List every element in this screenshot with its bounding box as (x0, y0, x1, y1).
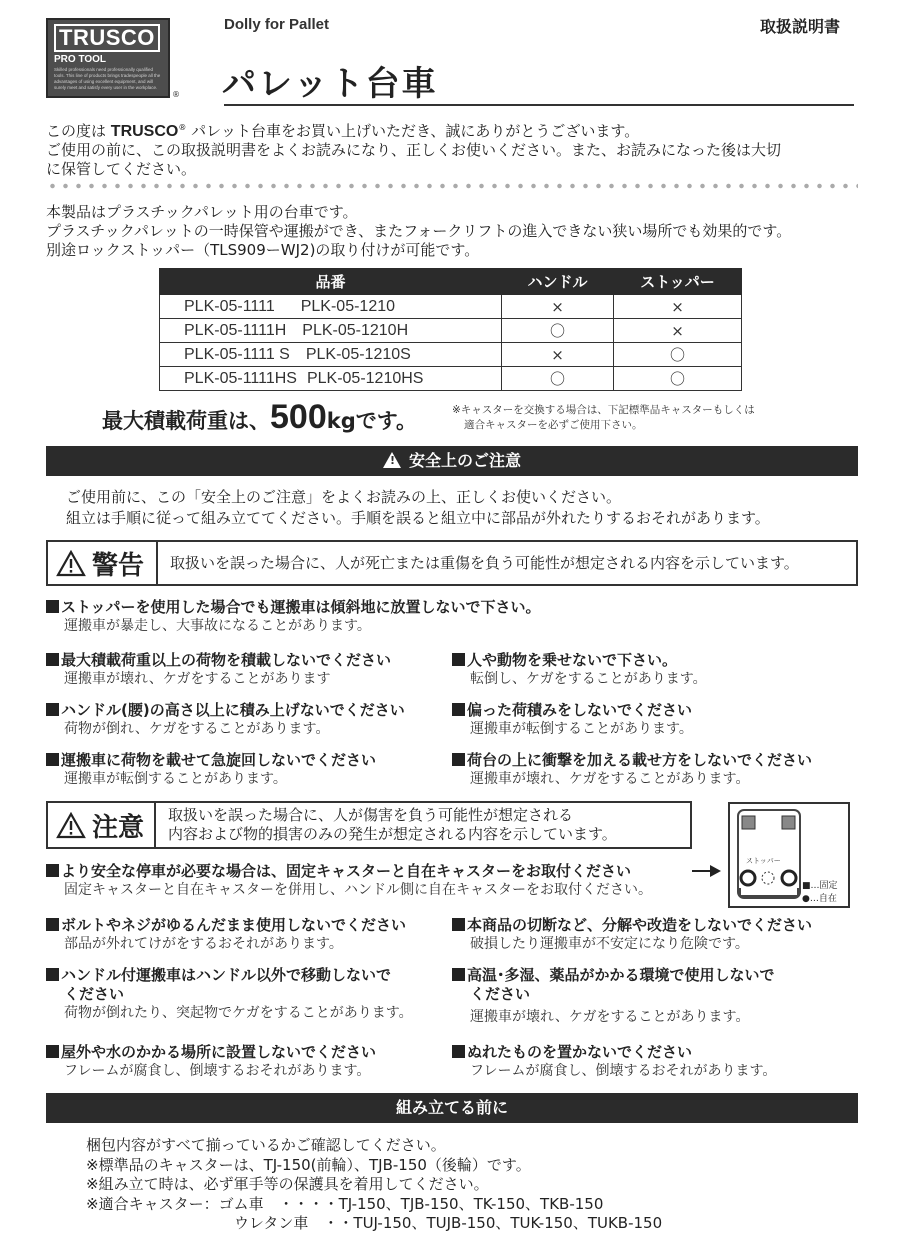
intro-line1-pre: この度は (46, 122, 107, 140)
handle-cell: × (502, 295, 614, 319)
caution-item (46, 916, 406, 953)
before-line: ※標準品のキャスターは、TJ-150(前輪）、TJB-150（後輪）です。 (86, 1155, 531, 1174)
caution-item-title: ぬれたものを置かないでください (467, 1043, 693, 1061)
warning-item-desc: 荷物が倒れ、ケガをすることがあります。 (64, 721, 330, 737)
bullet-square-icon (452, 1045, 465, 1058)
bullet-square-icon (46, 753, 59, 766)
model-b: PLK-05-1210S (305, 345, 411, 363)
caution-item (452, 966, 775, 1026)
warning-label (48, 542, 158, 584)
warning-item (46, 598, 541, 635)
before-assembly-bar (46, 1093, 858, 1123)
max-load-note (452, 403, 755, 433)
bullet-square-icon (452, 653, 465, 666)
before-assembly-title: 組み立てる前に (395, 1098, 508, 1117)
bullet-square-icon (46, 1045, 59, 1058)
model-a: PLK-05-1111HS (184, 369, 297, 387)
warning-box (46, 540, 858, 586)
caution-item-title: ボルトやネジがゆるんだまま使用しないでください (61, 916, 407, 934)
warning-item-title: ハンドル(腰)の高さ以上に積み上げないでください (61, 701, 405, 719)
page-title: パレット台車 (222, 64, 438, 104)
table-row (160, 319, 742, 343)
before-line: ※適合キャスター：ゴム車 ・・・・TJ-150、TJB-150、TK-150、TKB-150 (86, 1194, 604, 1213)
intro-line1-post: パレット台車をお買い上げいただき、誠にありがとうございます。 (191, 122, 640, 140)
warning-text-content: 取扱いを誤った場合に、人が死亡または重傷を負う可能性が想定される内容を示しています。 (170, 553, 799, 572)
caution-item-title-cont: ください (64, 985, 125, 1003)
stopper-cell: 〇 (614, 367, 742, 391)
warning-label-text: 警告 (92, 550, 145, 581)
caution-item-desc: フレームが腐食し、倒壊するおそれがあります。 (64, 1063, 371, 1079)
max-load-prefix: 最大積載荷重は、 (102, 409, 270, 433)
warning-item-title: 運搬車に荷物を載せて急旋回しないでください (61, 751, 377, 769)
header-model: 品番 (160, 269, 502, 295)
warning-item (46, 651, 391, 688)
warning-item-title: 最大積載荷重以上の荷物を積載しないでください (61, 651, 392, 669)
note-line2: 適合キャスターを必ずご使用下さい。 (464, 419, 643, 431)
caution-item-title: ハンドル付運搬車はハンドル以外で移動しないで (61, 966, 392, 984)
header-handle: ハンドル (502, 269, 614, 295)
warning-item-desc: 運搬車が転倒することがあります。 (64, 771, 287, 787)
warning-item (46, 751, 376, 788)
warning-item-title: 荷台の上に衝撃を加える載せ方をしないでください (467, 751, 813, 769)
model-a: PLK-05-1111H (184, 321, 287, 339)
bullet-square-icon (46, 703, 59, 716)
stopper-cell: 〇 (614, 343, 742, 367)
warning-item-title: 偏った荷積みをしないでください (467, 701, 693, 719)
caution-item (46, 1043, 376, 1080)
caution-text (168, 803, 617, 847)
bullet-square-icon (452, 753, 465, 766)
max-load-unit: kg (326, 409, 356, 433)
table-row (160, 295, 742, 319)
intro-line2: ご使用の前に、この取扱説明書をよくお読みになり、正しくお使いください。また、お読みになった後は大切 (46, 141, 782, 159)
handle-cell: × (502, 343, 614, 367)
intro-text: この度は TRUSCO® パレット台車をお買い上げいただき、誠にありがとうございます。 ご使用の前に、この取扱説明書をよくお読みになり、正しくお使いください。また、お読みになった後は大切 に保管してください。 (46, 122, 782, 178)
safety-bar-title: 安全上のご注意 (408, 451, 521, 470)
warning-item-title: ストッパーを使用した場合でも運搬車は傾斜地に放置しないで下さい。 (61, 598, 541, 616)
warning-item-desc: 運搬車が転倒することがあります。 (470, 721, 693, 737)
warning-item-desc: 運搬車が壊れ、ケガをすることがあります (64, 671, 331, 687)
safety-intro-line1: ご使用前に、この「安全上のご注意」をよくお読みの上、正しくお使いください。 (66, 488, 622, 506)
caution-item-title: 本商品の切断など、分解や改造をしないでください (467, 916, 813, 934)
caution-item-title: 高温･多湿、薬品がかかる環境で使用しないで (467, 966, 775, 984)
caution-triangle-icon (56, 812, 86, 839)
safety-intro (66, 487, 770, 529)
bullet-square-icon (46, 968, 59, 981)
swivel-caster-legend: ●…自在 (802, 894, 837, 904)
caution-item (46, 966, 413, 1022)
caution-item-title-cont: ください (470, 985, 531, 1003)
model-a: PLK-05-1111 S (184, 345, 290, 363)
safety-section-bar (46, 446, 858, 476)
warning-triangle-icon: ! (383, 452, 401, 468)
product-description (46, 203, 791, 260)
table-row (160, 367, 742, 391)
description-line: 別途ロックストッパー（TLS909ーWJ2)の取り付けが可能です。 (46, 241, 480, 259)
max-load (102, 398, 417, 437)
caution-item-desc: フレームが腐食し、倒壊するおそれがあります。 (470, 1063, 777, 1079)
model-b: PLK-05-1210 (300, 297, 396, 315)
bullet-square-icon (452, 703, 465, 716)
logo-main-text: TRUSCO (54, 24, 160, 52)
caution-label (48, 803, 156, 847)
warning-item-title: 人や動物を乗せないで下さい。 (467, 651, 678, 669)
warning-item-desc: 運搬車が壊れ、ケガをすることがあります。 (470, 771, 750, 787)
description-line: 本製品はプラスチックパレット用の台車です。 (46, 203, 358, 221)
max-load-value: 500 (270, 398, 327, 436)
fixed-caster-legend: ■…固定 (802, 881, 838, 891)
caster-diagram (728, 802, 850, 908)
header-stopper: ストッパー (614, 269, 742, 295)
table-row (160, 343, 742, 367)
bullet-square-icon (46, 864, 59, 877)
intro-brand: TRUSCO (110, 123, 179, 140)
stopper-label: ストッパー (746, 857, 781, 865)
caution-item-desc: 運搬車が壊れ、ケガをすることがあります。 (470, 1009, 750, 1025)
warning-item (46, 701, 405, 738)
caution-item (452, 1043, 776, 1080)
caution-item-desc: 固定キャスターと自在キャスターを併用し、ハンドル側に自在キャスターをお取付ください。 (64, 882, 652, 898)
before-line: ※組み立て時は、必ず軍手等の保護具を着用してください。 (86, 1175, 489, 1193)
trusco-logo (46, 18, 170, 98)
caution-text-line2: 内容および物的損害のみの発生が想定される内容を示しています。 (168, 825, 617, 843)
stopper-cell: × (614, 295, 742, 319)
warning-text (170, 542, 799, 584)
title-divider (224, 104, 854, 106)
caution-item-desc: 部品が外れてけがをするおそれがあります。 (64, 936, 343, 952)
before-assembly-list (86, 1136, 662, 1234)
handle-cell: 〇 (502, 367, 614, 391)
stopper-cell: × (614, 319, 742, 343)
intro-line3: に保管してください。 (46, 160, 197, 178)
handle-cell: 〇 (502, 319, 614, 343)
bullet-square-icon (46, 918, 59, 931)
model-b: PLK-05-1210HS (306, 369, 424, 387)
warning-item (452, 751, 812, 788)
warning-item (452, 701, 693, 738)
safety-intro-line2: 組立は手順に従って組み立ててください。手順を誤ると組立中に部品が外れたりするおそれがあります。 (66, 509, 770, 527)
before-line: 梱包内容がすべて揃っているかご確認してください。 (86, 1136, 446, 1154)
caution-label-text: 注意 (92, 812, 145, 843)
warning-triangle-icon (56, 550, 86, 577)
bullet-square-icon (452, 918, 465, 931)
before-sub-line: ウレタン車 ・・TUJ-150、TUJB-150、TUK-150、TUKB-150 (234, 1214, 663, 1232)
caution-item-desc: 破損したり運搬車が不安定になり危険です。 (470, 936, 749, 952)
caution-item (46, 862, 652, 899)
caution-text-line1: 取扱いを誤った場合に、人が傷害を負う可能性が想定される (168, 806, 574, 824)
english-title: Dolly for Pallet (224, 16, 330, 33)
manual-label: 取扱説明書 (760, 17, 841, 36)
caution-box (46, 801, 692, 849)
caution-item (452, 916, 812, 953)
registered-mark: ® (172, 90, 180, 99)
model-a: PLK-05-1111 (184, 297, 275, 315)
logo-tagline: Skilled professionals need professionally qualified tools. This line of products brings tradespeople all the advantages of using excellent equipment, and will surely meet and satisfy every user in the workplace. (54, 67, 161, 90)
bullet-square-icon (452, 968, 465, 981)
spec-table (159, 268, 742, 391)
logo-sub-text: PRO TOOL (54, 54, 107, 65)
bullet-square-icon (46, 600, 59, 613)
dotted-divider (46, 183, 858, 189)
arrow-right-icon (692, 864, 722, 878)
warning-item-desc: 運搬車が暴走し、大事故になることがあります。 (64, 618, 371, 634)
max-load-suffix: です。 (355, 409, 418, 433)
caution-item-desc: 荷物が倒れたり、突起物でケガをすることがあります。 (64, 1005, 413, 1021)
caution-item-title: 屋外や水のかかる場所に設置しないでください (61, 1043, 377, 1061)
warning-item (452, 651, 707, 688)
caution-item-title: より安全な停車が必要な場合は、固定キャスターと自在キャスターをお取付ください (61, 862, 632, 880)
bullet-square-icon (46, 653, 59, 666)
note-line1: ※キャスターを交換する場合は、下記標準品キャスターもしくは (452, 404, 755, 416)
description-line: プラスチックパレットの一時保管や運搬ができ、またフォークリフトの進入できない狭い場所でも効果的です。 (46, 222, 792, 240)
warning-item-desc: 転倒し、ケガをすることがあります。 (470, 671, 707, 687)
model-b: PLK-05-1210H (302, 321, 409, 339)
